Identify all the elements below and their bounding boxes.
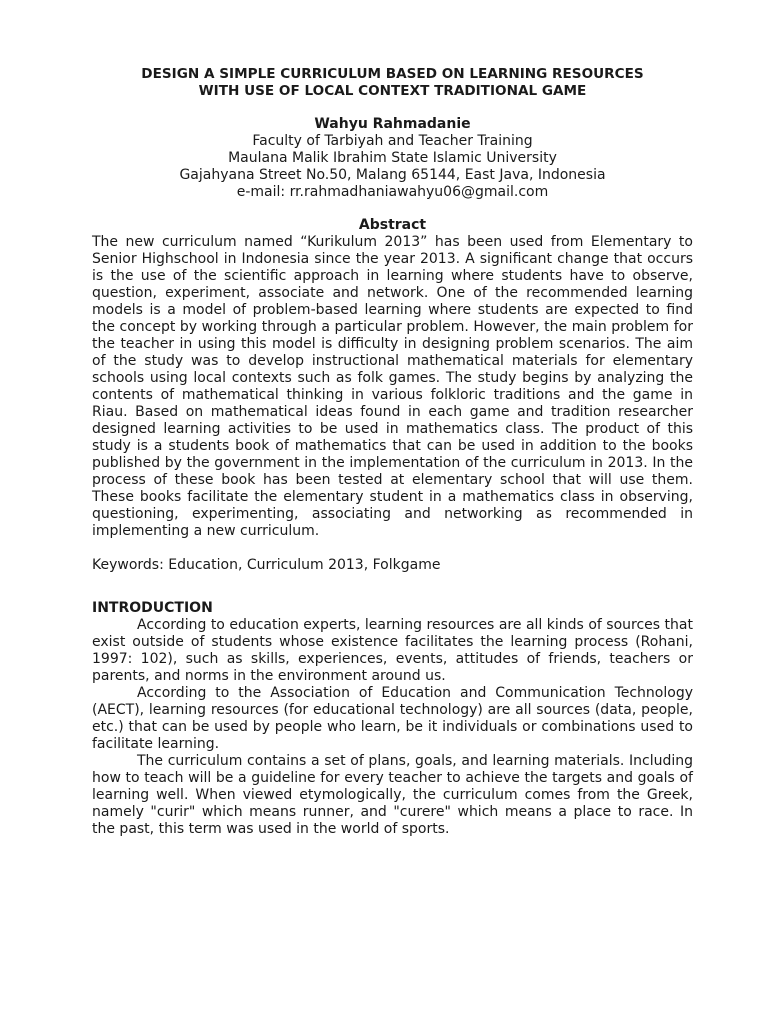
abstract-text: The new curriculum named “Kurikulum 2013” has been used from Elementary to Senior Highschool in Indonesia since the year 2013. A significant change that occurs is the use of the scientific approach in learning where students have to observe, question, experiment, associate and network. One of the recommended learning models is a model of problem-based learning where students are expected to find the concept by working through a particular problem. However, the main problem for the teacher in using this model is difficulty in designing problem scenarios. The aim of the study was to develop instructional mathematical materials for elementary schools using local contexts such as folk games. The study begins by analyzing the contents of mathematical thinking in various folkloric traditions and the game in Riau. Based on mathematical ideas found in each game and tradition researcher designed learning activities to be used in mathematics class. The product of this study is a students book of mathematics that can be used in addition to the books published by the government in the implementation of the curriculum in 2013. In the process of these book has been tested at elementary school that will use them. These books facilitate the elementary student in a mathematics class in observing, questioning, experimenting, associating and networking as recommended in implementing a new curriculum.	[92, 234, 693, 539]
title-line-1: DESIGN A SIMPLE CURRICULUM BASED ON LEARNING RESOURCES	[141, 66, 644, 82]
author-name: Wahyu Rahmadanie	[314, 116, 471, 132]
introduction-paragraph: According to education experts, learning resources are all kinds of sources that exist outside of students whose existence facilitates the learning process (Rohani, 1997: 102), such as skills, experiences, events, attitudes of friends, teachers or parents, and norms in the environment around us.	[92, 617, 693, 684]
keywords: Keywords: Education, Curriculum 2013, Folkgame	[92, 557, 441, 573]
introduction-paragraph: The curriculum contains a set of plans, goals, and learning materials. Including how to teach will be a guideline for every teacher to achieve the targets and goals of learning well. When viewed etymologically, the curriculum comes from the Greek, namely "curir" which means runner, and "curere" which means a place to race. In the past, this term was used in the world of sports.	[92, 753, 693, 837]
introduction-heading: INTRODUCTION	[92, 600, 213, 616]
author-faculty: Faculty of Tarbiyah and Teacher Training	[252, 133, 533, 149]
author-address: Gajahyana Street No.50, Malang 65144, East Java, Indonesia	[179, 167, 606, 183]
paper-page	[92, 66, 693, 838]
abstract-heading: Abstract	[358, 217, 427, 233]
author-block	[92, 116, 693, 201]
author-email: e-mail: rr.rahmadhaniawahyu06@gmail.com	[236, 184, 549, 200]
paper-title	[92, 66, 693, 100]
title-line-2: WITH USE OF LOCAL CONTEXT TRADITIONAL GAME	[198, 83, 587, 99]
introduction-paragraph: According to the Association of Education and Communication Technology (AECT), learning resources (for educational technology) are all sources (data, people, etc.) that can be used by people who learn, be it individuals or combinations used to facilitate learning.	[92, 685, 693, 752]
author-university: Maulana Malik Ibrahim State Islamic University	[228, 150, 557, 166]
